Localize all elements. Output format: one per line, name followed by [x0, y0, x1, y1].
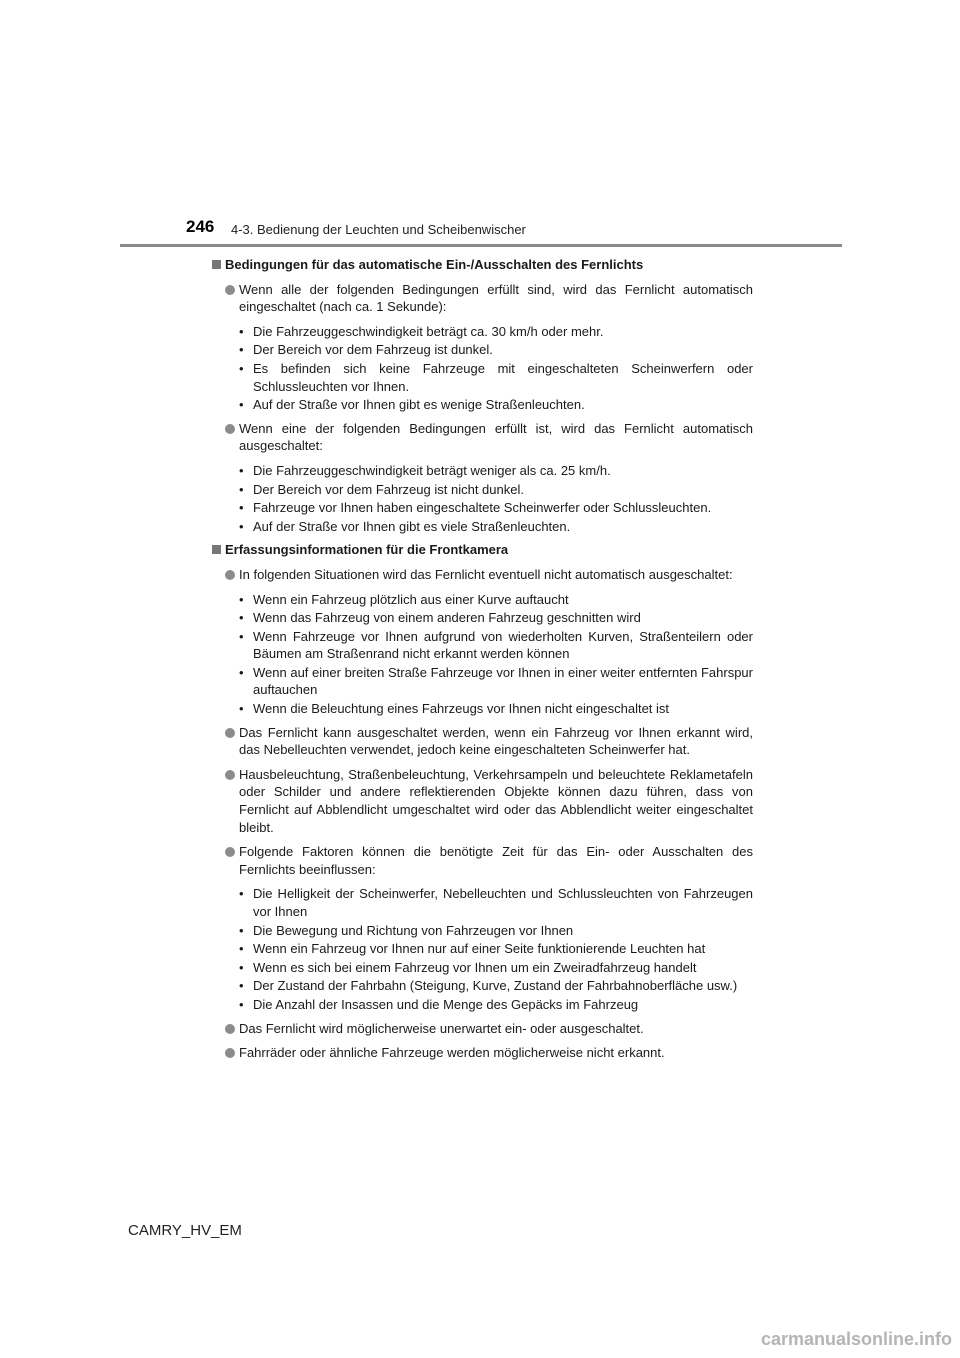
list-item	[211, 360, 753, 395]
list-item-text: Die Fahrzeuggeschwindigkeit beträgt ca. 30 km/h oder mehr.	[253, 323, 604, 339]
bullet-text: Folgende Faktoren können die benötigte Zeit für das Ein- oder Ausschalten des Fernlichts beeinflussen:	[239, 844, 753, 877]
bullet-paragraph	[211, 1044, 753, 1062]
list-item-text: Wenn die Beleuchtung eines Fahrzeugs vor Ihnen nicht eingeschaltet ist	[253, 701, 670, 717]
list-item	[211, 922, 753, 940]
dot-bullet-icon: •	[239, 360, 244, 376]
list-item-text: Der Bereich vor dem Fahrzeug ist dunkel.	[253, 342, 493, 358]
list-item	[211, 591, 753, 609]
dot-bullet-icon: •	[239, 591, 244, 607]
circle-bullet-icon	[225, 1048, 235, 1058]
dot-bullet-icon: •	[239, 518, 244, 534]
list-item-text: Wenn Fahrzeuge vor Ihnen aufgrund von wiederholten Kurven, Straßenteilern oder Bäumen am Straßenrand nicht erkannt werden können	[253, 628, 753, 662]
list-item-text: Die Fahrzeuggeschwindigkeit beträgt weniger als ca. 25 km/h.	[253, 462, 611, 478]
content	[211, 256, 753, 1069]
dot-bullet-icon: •	[239, 342, 244, 358]
circle-bullet-icon	[225, 847, 235, 857]
list-item-text: Wenn es sich bei einem Fahrzeug vor Ihnen um ein Zweiradfahrzeug handelt	[253, 959, 697, 975]
circle-bullet-icon	[225, 424, 235, 434]
bullet-paragraph	[211, 281, 753, 316]
bullet-text: In folgenden Situationen wird das Fernlicht eventuell nicht automatisch ausgeschaltet:	[239, 566, 733, 582]
chapter-title: 4-3. Bedienung der Leuchten und Scheibenwischer	[231, 222, 526, 237]
list-item-text: Die Helligkeit der Scheinwerfer, Nebelleuchten und Schlussleuchten von Fahrzeugen vor Ihnen	[253, 886, 753, 919]
list-item-text: Es befinden sich keine Fahrzeuge mit eingeschalteten Scheinwerfern oder Schlussleuchten vor Ihnen.	[253, 360, 753, 394]
section-heading	[211, 256, 753, 274]
dot-bullet-icon: •	[239, 886, 244, 902]
dot-bullet-icon: •	[239, 941, 244, 957]
bullet-text: Wenn eine der folgenden Bedingungen erfüllt ist, wird das Fernlicht automatisch ausgeschaltet:	[239, 420, 753, 454]
dot-bullet-icon: •	[239, 628, 244, 644]
section-heading-text: Bedingungen für das automatische Ein-/Ausschalten des Fernlichts	[225, 257, 644, 272]
list-item	[211, 609, 753, 627]
page-number: 246	[186, 217, 215, 236]
list-item-text: Wenn auf einer breiten Straße Fahrzeuge vor Ihnen in einer weiter entfernten Fahrspur auftauchen	[253, 664, 753, 698]
bullet-paragraph	[211, 566, 753, 584]
circle-bullet-icon	[225, 1024, 235, 1034]
square-bullet-icon	[212, 545, 221, 554]
list-item	[211, 977, 753, 995]
list-item	[211, 323, 753, 341]
list-item	[211, 664, 753, 699]
list-item	[211, 700, 753, 718]
dot-bullet-icon: •	[239, 481, 244, 497]
dot-bullet-icon: •	[239, 610, 244, 626]
sub-list	[211, 591, 753, 718]
circle-bullet-icon	[225, 770, 235, 780]
bullet-paragraph	[211, 843, 753, 878]
sub-list	[211, 462, 753, 535]
list-item-text: Wenn das Fahrzeug von einem anderen Fahrzeug geschnitten wird	[253, 610, 641, 626]
list-item-text: Wenn ein Fahrzeug vor Ihnen nur auf einer Seite funktionierende Leuchten hat	[253, 941, 706, 957]
list-item	[211, 959, 753, 977]
square-bullet-icon	[212, 260, 221, 269]
watermark: carmanualsonline.info	[760, 1329, 952, 1349]
list-item-text: Auf der Straße vor Ihnen gibt es viele Straßenleuchten.	[253, 518, 571, 534]
section-heading	[211, 541, 753, 559]
bullet-paragraph	[211, 1020, 753, 1038]
bullet-text: Fahrräder oder ähnliche Fahrzeuge werden möglicherweise nicht erkannt.	[239, 1045, 665, 1061]
bullet-text: Hausbeleuchtung, Straßenbeleuchtung, Verkehrsampeln und beleuchtete Reklametafeln oder Schilder und andere reflektierenden Objekte können dazu führen, dass von Fernlicht auf Abblendlicht umgeschaltet wird oder das Abblendlicht weiter eingeschaltet bleibt.	[239, 766, 753, 835]
dot-bullet-icon: •	[239, 323, 244, 339]
list-item	[211, 481, 753, 499]
bullet-text: Das Fernlicht wird möglicherweise unerwartet ein- oder ausgeschaltet.	[239, 1020, 644, 1036]
list-item	[211, 396, 753, 414]
dot-bullet-icon: •	[239, 978, 244, 994]
list-item	[211, 341, 753, 359]
bullet-paragraph	[211, 420, 753, 455]
list-item	[211, 940, 753, 958]
circle-bullet-icon	[225, 285, 235, 295]
dot-bullet-icon: •	[239, 664, 244, 680]
list-item-text: Wenn ein Fahrzeug plötzlich aus einer Kurve auftaucht	[253, 591, 569, 607]
dot-bullet-icon: •	[239, 500, 244, 516]
bullet-text: Das Fernlicht kann ausgeschaltet werden, wenn ein Fahrzeug vor Ihnen erkannt wird, das Nebelleuchten verwendet, jedoch keine eingeschalteten Scheinwerfer hat.	[239, 724, 753, 758]
sub-list	[211, 323, 753, 414]
list-item-text: Auf der Straße vor Ihnen gibt es wenige Straßenleuchten.	[253, 397, 585, 413]
dot-bullet-icon: •	[239, 701, 244, 717]
list-item	[211, 499, 753, 517]
dot-bullet-icon: •	[239, 996, 244, 1012]
list-item	[211, 518, 753, 536]
header-rule	[120, 244, 842, 247]
list-item	[211, 996, 753, 1014]
dot-bullet-icon: •	[239, 922, 244, 938]
list-item-text: Der Bereich vor dem Fahrzeug ist nicht dunkel.	[253, 481, 524, 497]
dot-bullet-icon: •	[239, 462, 244, 478]
footer-code: CAMRY_HV_EM	[128, 1222, 242, 1239]
bullet-paragraph	[211, 766, 753, 836]
sub-list	[211, 885, 753, 1013]
circle-bullet-icon	[225, 728, 235, 738]
dot-bullet-icon: •	[239, 959, 244, 975]
list-item	[211, 462, 753, 480]
list-item-text: Die Anzahl der Insassen und die Menge des Gepäcks im Fahrzeug	[253, 996, 639, 1012]
bullet-paragraph	[211, 724, 753, 759]
bullet-text: Wenn alle der folgenden Bedingungen erfüllt sind, wird das Fernlicht automatisch eingeschaltet (nach ca. 1 Sekunde):	[239, 281, 753, 315]
section-heading-text: Erfassungsinformationen für die Frontkamera	[225, 542, 509, 558]
list-item	[211, 885, 753, 920]
list-item-text: Der Zustand der Fahrbahn (Steigung, Kurve, Zustand der Fahrbahnoberfläche usw.)	[253, 978, 738, 994]
circle-bullet-icon	[225, 570, 235, 580]
list-item-text: Die Bewegung und Richtung von Fahrzeugen vor Ihnen	[253, 922, 574, 938]
list-item-text: Fahrzeuge vor Ihnen haben eingeschaltete Scheinwerfer oder Schlussleuchten.	[253, 500, 712, 516]
dot-bullet-icon: •	[239, 397, 244, 413]
list-item	[211, 628, 753, 663]
